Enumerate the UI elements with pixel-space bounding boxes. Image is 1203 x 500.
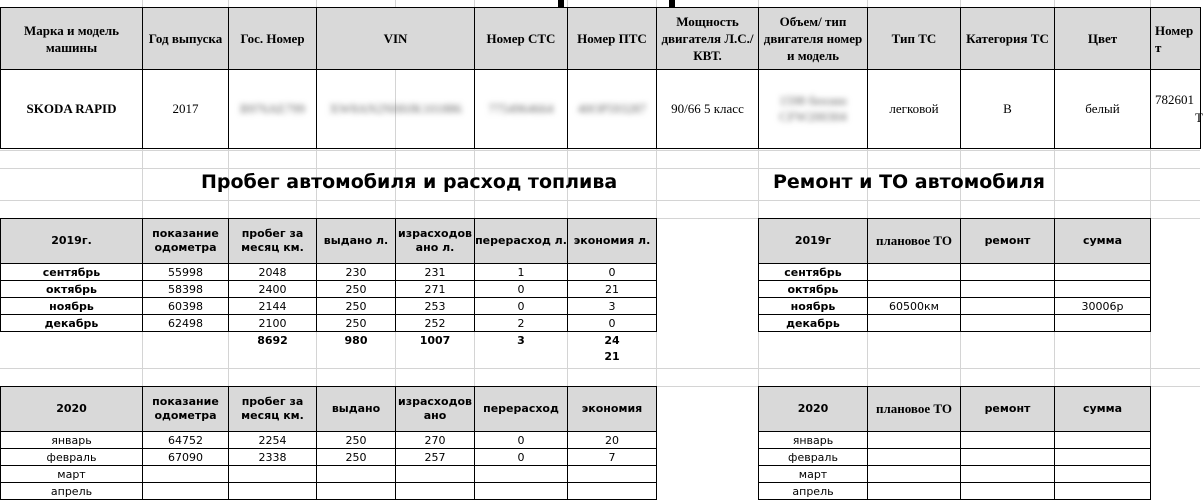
mileage-cell[interactable] [229,483,317,500]
amount-cell[interactable]: 30006р [1055,298,1151,315]
year-header: 2019г. [1,219,143,264]
overrun-cell[interactable]: 2 [475,315,568,332]
amount-header: сумма [1055,387,1151,432]
header-power: Мощность двигателя Л.С./КВТ. [657,8,759,70]
overrun-cell[interactable]: 1 [475,264,568,281]
mileage-cell[interactable]: 2144 [229,298,317,315]
header-pts: Номер ПТС [568,8,657,70]
issued-cell[interactable]: 250 [317,281,396,298]
table-row [1,298,657,315]
table-row [759,298,1151,315]
consumed-cell[interactable]: 253 [396,298,475,315]
consumed-cell[interactable]: 271 [396,281,475,298]
issued-header: выдано [317,387,396,432]
mileage-cell[interactable]: 2048 [229,264,317,281]
vehicle-vin-redacted[interactable]: XW8AN2NH0JK101886 [317,70,475,149]
amount-cell[interactable] [1055,483,1151,500]
repair-cell[interactable] [961,281,1055,298]
issued-cell[interactable]: 250 [317,298,396,315]
table-row [759,449,1151,466]
mileage-cell[interactable]: 2338 [229,449,317,466]
month-cell[interactable]: февраль [759,449,868,466]
odometer-cell[interactable]: 55998 [143,264,229,281]
table-row [1,483,657,500]
savings-cell[interactable]: 3 [568,298,657,315]
odometer-cell[interactable]: 58398 [143,281,229,298]
table-row [1,264,657,281]
vehicle-category[interactable]: B [961,70,1055,149]
repair-cell[interactable] [961,449,1055,466]
header-category: Категория ТС [961,8,1055,70]
table-row [759,483,1151,500]
issued-cell[interactable]: 250 [317,432,396,449]
month-cell[interactable]: декабрь [1,315,143,332]
mileage-cell[interactable] [229,466,317,483]
issued-cell[interactable]: 250 [317,315,396,332]
month-cell[interactable]: февраль [1,449,143,466]
month-cell[interactable]: октябрь [759,281,868,298]
total-consumed[interactable]: 1007 [419,333,451,347]
vehicle-model[interactable]: SKODA RAPID [1,70,143,149]
vehicle-power[interactable]: 90/66 5 класс [657,70,759,149]
odometer-cell[interactable]: 62498 [143,315,229,332]
repair-cell[interactable] [961,264,1055,281]
year-header: 2020 [759,387,868,432]
overrun-cell[interactable] [475,483,568,500]
savings-cell[interactable]: 0 [568,264,657,281]
header-year: Год выпуска [143,8,229,70]
vehicle-engine-redacted[interactable]: 1598 бензин CFW200304 [759,70,868,149]
header-color: Цвет [1055,8,1151,70]
odometer-cell[interactable] [143,466,229,483]
repair-2020-table [758,386,1151,500]
table-row [759,281,1151,298]
total-savings[interactable]: 24 [604,333,620,347]
issued-cell[interactable]: 250 [317,449,396,466]
monthly-mileage-header: пробег за месяц км. [229,219,317,264]
planned-service-cell[interactable] [868,315,961,332]
repair-header: ремонт [961,387,1055,432]
month-cell[interactable]: октябрь [1,281,143,298]
repair-2019-table [758,218,1151,332]
issued-cell[interactable] [317,483,396,500]
consumed-cell[interactable]: 257 [396,449,475,466]
savings-cell[interactable]: 21 [568,281,657,298]
header-engine: Объем/ тип двигателя номер и модель [759,8,868,70]
month-cell[interactable]: апрель [1,483,143,500]
header-sts: Номер СТС [475,8,568,70]
consumed-cell[interactable]: 252 [396,315,475,332]
month-cell[interactable]: январь [1,432,143,449]
month-cell[interactable]: март [759,466,868,483]
mileage-cell[interactable]: 2400 [229,281,317,298]
vehicle-extra-line1: 782601 [1155,92,1194,107]
header-model: Марка и модель машины [1,8,143,70]
consumed-header: израсходов ано [396,387,475,432]
consumed-header: израсходов ано л. [396,219,475,264]
repair-cell[interactable] [961,432,1055,449]
issued-cell[interactable] [317,466,396,483]
mileage-2020-table [0,386,657,500]
mileage-cell[interactable]: 2100 [229,315,317,332]
amount-header: сумма [1055,219,1151,264]
year-header: 2020 [1,387,143,432]
mileage-cell[interactable]: 2254 [229,432,317,449]
header-plate: Гос. Номер [229,8,317,70]
totals-empty-cell[interactable] [1,332,143,349]
table-row [759,315,1151,332]
amount-cell[interactable] [1055,281,1151,298]
issued-cell[interactable]: 230 [317,264,396,281]
year-header: 2019г [759,219,868,264]
amount-cell[interactable] [1055,432,1151,449]
savings-header: экономия [568,387,657,432]
month-cell[interactable]: сентябрь [759,264,868,281]
month-cell[interactable]: ноябрь [1,298,143,315]
odometer-header: показание одометра [143,219,229,264]
month-cell[interactable]: январь [759,432,868,449]
table-row [1,449,657,466]
amount-cell[interactable] [1055,449,1151,466]
month-cell[interactable]: декабрь [759,315,868,332]
savings-cell[interactable] [568,466,657,483]
repair-cell[interactable] [961,298,1055,315]
repair-cell[interactable] [961,483,1055,500]
planned-service-cell[interactable]: 60500км [868,298,961,315]
vehicle-plate-redacted[interactable]: В976АЕ799 [229,70,317,149]
cropped-title-mark [558,0,564,7]
vehicle-extra[interactable] [1151,70,1201,149]
mileage-section-title: Пробег автомобиля и расход топлива [201,171,618,193]
month-cell[interactable]: март [1,466,143,483]
planned-service-header: плановое ТО [868,387,961,432]
amount-cell[interactable] [1055,466,1151,483]
savings-cell[interactable]: 20 [568,432,657,449]
overrun-header: перерасход л. [475,219,568,264]
issued-header: выдано л. [317,219,396,264]
planned-service-cell[interactable] [868,281,961,298]
consumed-cell[interactable] [396,483,475,500]
planned-service-header: плановое ТО [868,219,961,264]
cropped-title-mark [669,0,675,7]
month-cell[interactable]: апрель [759,483,868,500]
totals-row [1,332,657,349]
table-row [1,315,657,332]
total-mileage[interactable]: 8692 [257,333,288,347]
total-issued[interactable]: 980 [344,333,368,347]
vehicle-color[interactable]: белый [1055,70,1151,149]
table-row [759,466,1151,483]
table-row [759,432,1151,449]
savings-cell[interactable]: 0 [568,315,657,332]
header-extra: Номер т [1151,8,1201,70]
planned-service-cell[interactable] [868,483,961,500]
savings-cell[interactable] [568,483,657,500]
consumed-cell[interactable]: 231 [396,264,475,281]
net-row [1,348,657,364]
odometer-cell[interactable]: 67090 [143,449,229,466]
monthly-mileage-header: пробег за месяц км. [229,387,317,432]
planned-service-cell[interactable] [868,449,961,466]
amount-cell[interactable] [1055,315,1151,332]
consumed-cell[interactable]: 270 [396,432,475,449]
vehicle-type[interactable]: легковой [868,70,961,149]
header-vin: VIN [317,8,475,70]
total-overrun[interactable]: 3 [517,333,525,347]
vehicle-sts-redacted[interactable]: 7754964664 [475,70,568,149]
month-cell[interactable]: ноябрь [759,298,868,315]
odometer-header: показание одометра [143,387,229,432]
overrun-cell[interactable]: 0 [475,298,568,315]
table-row [1,281,657,298]
savings-header: экономия л. [568,219,657,264]
consumed-cell[interactable] [396,466,475,483]
mileage-2019-table [0,218,657,364]
planned-service-cell[interactable] [868,466,961,483]
overrun-header: перерасход [475,387,568,432]
repair-header: ремонт [961,219,1055,264]
table-row [1,432,657,449]
odometer-cell[interactable]: 60398 [143,298,229,315]
vehicle-year[interactable]: 2017 [143,70,229,149]
planned-service-cell[interactable] [868,264,961,281]
overrun-cell[interactable]: 0 [475,449,568,466]
overrun-cell[interactable]: 0 [475,432,568,449]
overrun-cell[interactable] [475,466,568,483]
vehicle-pts-redacted[interactable]: 40ОР593287 [568,70,657,149]
overrun-cell[interactable]: 0 [475,281,568,298]
month-cell[interactable]: сентябрь [1,264,143,281]
table-row [759,264,1151,281]
planned-service-cell[interactable] [868,432,961,449]
odometer-cell[interactable] [143,483,229,500]
amount-cell[interactable] [1055,264,1151,281]
savings-cell[interactable]: 7 [568,449,657,466]
table-row [1,466,657,483]
header-type: Тип ТС [868,8,961,70]
totals-empty-cell[interactable] [143,332,229,349]
net-savings[interactable]: 21 [604,349,620,363]
odometer-cell[interactable]: 64752 [143,432,229,449]
vehicle-info-table [0,7,1201,149]
repair-cell[interactable] [961,466,1055,483]
vehicle-extra-line2: T [1195,110,1203,125]
repair-cell[interactable] [961,315,1055,332]
repair-section-title: Ремонт и ТО автомобиля [773,171,1045,193]
